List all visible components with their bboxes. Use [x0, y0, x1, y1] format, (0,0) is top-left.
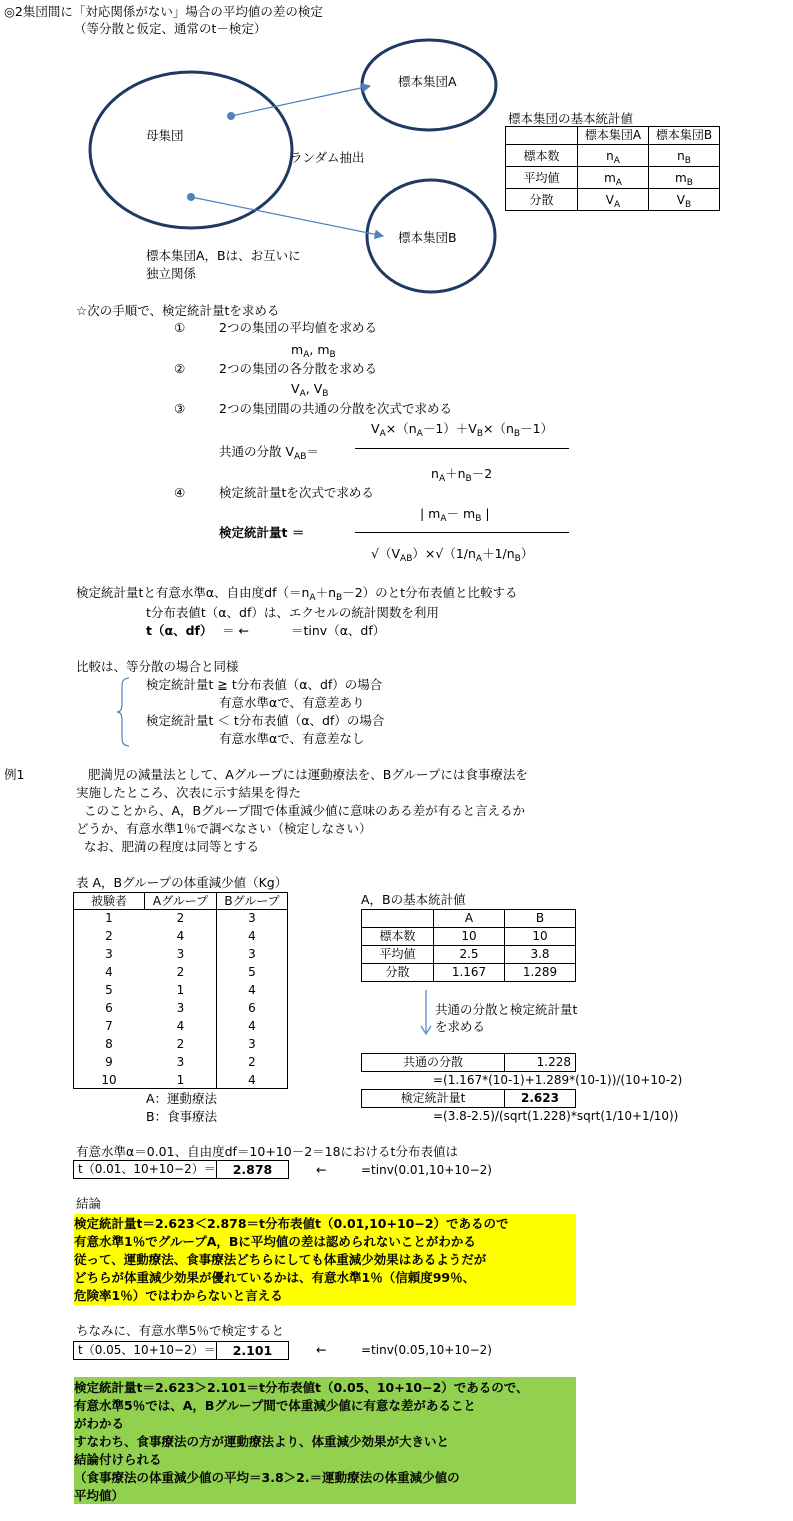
test1-arrow: ← — [316, 1162, 327, 1177]
basic-stats-header-a: 標本集団A — [577, 126, 649, 145]
compare-brace-icon — [116, 676, 132, 748]
ab-stats-header: B — [504, 909, 576, 928]
independent-label-1: 標本集団A，Bは、お互いに — [146, 248, 301, 263]
conclusion-box — [74, 1214, 576, 1305]
conclusion2-box — [74, 1377, 576, 1504]
conclusion2-line: （食事療法の体重減少値の平均＝3.8＞2.＝運動療法の体重減少値の — [74, 1470, 460, 1485]
test1-value: 2.878 — [216, 1160, 289, 1179]
data-table-cell: 1 — [176, 983, 185, 997]
conclusion-line: 危険率1％）ではわからないと言える — [74, 1288, 283, 1303]
example-para-1: 肥満児の減量法として、Aグループには運動療法を、Bグループには食事療法を — [88, 767, 528, 782]
page-title: ◎2集団間に「対応関係がない」場合の平均値の差の検定 — [4, 4, 323, 19]
basic-stats-cell: $m_A$ — [577, 166, 649, 189]
data-table-cell: 7 — [105, 1019, 113, 1033]
compare-line-1: 検定統計量tと有意水準α、自由度$df(=n_A+n_B-2)$のとt分布表値と比較する — [76, 585, 518, 603]
example-para-4: どうか、有意水準1％で調べなさい（検定しなさい） — [76, 821, 372, 836]
conclusion-heading: 結論 — [76, 1196, 102, 1211]
ab-stats-row-label: 平均値 — [361, 945, 434, 964]
data-table-cell: 2 — [248, 1055, 256, 1069]
sample-b-label: 標本集団B — [398, 230, 457, 245]
independent-label-2: 独立関係 — [146, 266, 197, 281]
ab-stats-cell: 1.289 — [504, 963, 576, 982]
conclusion2-line: 平均値） — [74, 1488, 125, 1503]
data-table-cell: 5 — [248, 965, 256, 979]
data-table-cell: 4 — [105, 965, 113, 979]
data-table-cell: 1 — [105, 911, 113, 925]
legend-a: A：運動療法 — [146, 1091, 218, 1106]
step4-text: 検定統計量tを次式で求める — [219, 485, 374, 500]
data-table-title: 表 A，Bグループの体重減少値（Kg） — [76, 875, 288, 890]
step1-value: $m_A$, $m_B$ — [291, 342, 336, 360]
ab-stats-corner — [361, 909, 434, 928]
pooled-variance-label: 共通の分散 — [361, 1053, 505, 1072]
ab-stats-row-label: 標本数 — [361, 927, 434, 946]
arrow-note-1: 共通の分散と検定統計量t — [435, 1002, 578, 1017]
compare-result-1: 有意水準αで、有意差あり — [219, 695, 365, 710]
example-para-3: このことから、A，Bグループ間で体重減少値に意味のある差が有ると言えるか — [84, 803, 526, 818]
conclusion-line: 検定統計量t＝2.623＜2.878＝t分布表値t（0.01,10+10−2）であるので — [74, 1216, 509, 1231]
data-table-cell: 3 — [105, 947, 113, 961]
ab-stats-cell: 1.167 — [433, 963, 505, 982]
ab-stats-cell: 2.5 — [433, 945, 505, 964]
data-table-cell: 4 — [176, 1019, 185, 1033]
page-subtitle: （等分散と仮定、通常のt－検定） — [74, 21, 267, 36]
basic-stats-header-b: 標本集団B — [648, 126, 720, 145]
data-table-cell: 2 — [176, 965, 185, 979]
ab-stats-title: A，Bの基本統計値 — [361, 892, 466, 907]
basic-stats-cell: $n_B$ — [648, 144, 720, 167]
basic-stats-cell: $V_B$ — [648, 188, 720, 211]
data-table-cell: 2 — [105, 929, 113, 943]
step4-num: ④ — [174, 485, 186, 500]
data-table-cell: 4 — [176, 929, 185, 943]
ab-stats-header: A — [433, 909, 505, 928]
ab-stats-cell: 3.8 — [504, 945, 576, 964]
step2-value: $V_A$, $V_B$ — [291, 381, 329, 399]
test1-label: t（0.01、10+10−2）＝ — [73, 1160, 217, 1179]
compare-case-1: 検定統計量t ≧ t分布表値（α、df）の場合 — [146, 677, 383, 692]
test2-formula: =tinv(0.05,10+10−2) — [361, 1343, 492, 1357]
conclusion2-line: 結論付けられる — [74, 1452, 162, 1467]
example-label: 例1 — [4, 767, 25, 782]
population-ellipse — [90, 72, 292, 228]
data-table-cell: 3 — [176, 947, 185, 961]
test2-value: 2.101 — [216, 1341, 289, 1360]
down-arrow-icon — [419, 988, 433, 1038]
test2-label: t（0.05、10+10−2）＝ — [73, 1341, 217, 1360]
pooled-variance-value: 1.228 — [504, 1053, 576, 1072]
basic-stats-corner — [505, 126, 578, 145]
test2-intro: ちなみに、有意水準5％で検定すると — [76, 1323, 284, 1338]
data-table-header: 被験者 — [73, 892, 145, 910]
sample-a-label: 標本集団A — [398, 74, 457, 89]
conclusion-line: 従って、運動療法、食事療法どちらにしても体重減少効果はあるようだが — [74, 1252, 487, 1267]
arrow-to-a — [231, 86, 370, 116]
pooled-variance-label: 共通の分散 $V_{AB}=$ — [219, 444, 319, 462]
compare-tinv: ＝tinv（α、df） — [291, 623, 386, 638]
random-sampling-label: ランダム抽出 — [290, 150, 365, 165]
compare-result-2: 有意水準αで、有意差なし — [219, 731, 365, 746]
data-table-cell: 4 — [248, 1073, 256, 1087]
basic-stats-cell: $n_A$ — [577, 144, 649, 167]
test1-formula: =tinv(0.01,10+10−2) — [361, 1163, 492, 1177]
step1-text: 2つの集団の平均値を求める — [219, 320, 377, 335]
data-table-cell: 6 — [105, 1001, 113, 1015]
t-statistic-label: 検定統計量t — [361, 1089, 505, 1108]
pooled-variance-formula: =(1.167*(10-1)+1.289*(10-1))/(10+10-2) — [433, 1073, 683, 1087]
example-para-5: なお、肥満の程度は同等とする — [84, 839, 260, 854]
compare-arrow: ＝ ← — [222, 623, 249, 638]
data-table-cell: 5 — [105, 983, 113, 997]
data-table-cell: 3 — [248, 1037, 256, 1051]
data-table-cell: 8 — [105, 1037, 113, 1051]
conclusion2-line: 検定統計量t＝2.623＞2.101＝t分布表値t（0.05、10+10−2）であるので、 — [74, 1380, 529, 1395]
t-statistic-value: 2.623 — [504, 1089, 576, 1108]
data-table-cell: 1 — [176, 1073, 185, 1087]
conclusion2-line: すなわち、食事療法の方が運動療法より、体重減少効果が大きいと — [74, 1434, 450, 1449]
example-para-2: 実施したところ、次表に示す結果を得た — [76, 785, 302, 800]
arrow-to-b — [191, 197, 383, 236]
basic-stats-row-label: 平均値 — [505, 166, 578, 189]
basic-stats-row-label: 標本数 — [505, 144, 578, 167]
compare-heading: 比較は、等分散の場合と同様 — [76, 659, 239, 674]
step3-text: 2つの集団間の共通の分散を次式で求める — [219, 401, 452, 416]
step3-num: ③ — [174, 401, 186, 416]
data-table-cell: 4 — [248, 929, 256, 943]
tstat-fraction-bar — [355, 532, 569, 533]
tstat-label: 検定統計量t ＝ — [219, 525, 305, 540]
ab-stats-row-label: 分散 — [361, 963, 434, 982]
pooled-fraction-bar — [355, 448, 569, 449]
ab-stats-cell: 10 — [433, 927, 505, 946]
step2-num: ② — [174, 361, 186, 376]
conclusion-line: 有意水準1％でグループA，Bに平均値の差は認められないことがわかる — [74, 1234, 476, 1249]
test2-arrow: ← — [316, 1342, 327, 1357]
step2-text: 2つの集団の各分散を求める — [219, 361, 377, 376]
compare-case-2: 検定統計量t ＜ t分布表値（α、df）の場合 — [146, 713, 385, 728]
data-table-cell: 10 — [101, 1073, 117, 1087]
compare-line-2: t分布表値t（α、df）は、エクセルの統計関数を利用 — [146, 605, 439, 620]
procedure-heading: ☆次の手順で、検定統計量tを求める — [76, 303, 280, 318]
data-table-cell: 3 — [248, 947, 256, 961]
ab-stats-cell: 10 — [504, 927, 576, 946]
data-table-header: Aグループ — [144, 892, 217, 910]
data-table-cell: 3 — [248, 911, 256, 925]
data-table-header: Bグループ — [216, 892, 288, 910]
data-table-cell: 3 — [176, 1001, 185, 1015]
basic-stats-row-label: 分散 — [505, 188, 578, 211]
arrow-note-2: を求める — [435, 1019, 486, 1034]
pooled-numerator: $V_A\times(n_A-1)+V_B\times(n_B-1)$ — [371, 421, 554, 439]
compare-t-alpha: t（α、df） — [146, 623, 213, 638]
data-table-cell: 9 — [105, 1055, 113, 1069]
test1-intro: 有意水準α＝0.01、自由度df＝10+10－2＝18におけるt分布表値は — [76, 1144, 458, 1159]
basic-stats-cell: $V_A$ — [577, 188, 649, 211]
conclusion-line: どちらが体重減少効果が優れているかは、有意水準1％（信頼度99％、 — [74, 1270, 476, 1285]
pooled-denominator: $n_A+n_B-2$ — [431, 466, 493, 484]
t-statistic-formula: =(3.8-2.5)/(sqrt(1.228)*sqrt(1/10+1/10)) — [433, 1109, 679, 1123]
population-label: 母集団 — [146, 128, 184, 143]
basic-stats-title: 標本集団の基本統計値 — [508, 111, 634, 126]
step1-num: ① — [174, 320, 186, 335]
data-table-cell: 2 — [176, 1037, 185, 1051]
legend-b: B：食事療法 — [146, 1109, 218, 1124]
data-table-cell: 3 — [176, 1055, 185, 1069]
conclusion2-line: 有意水準5％では、A，Bグループ間で体重減少値に有意な差があること — [74, 1398, 476, 1413]
data-table-cell: 2 — [176, 911, 185, 925]
data-table-cell: 4 — [248, 1019, 256, 1033]
conclusion2-line: がわかる — [74, 1416, 125, 1431]
tstat-numerator: | $m_A- m_B$ | — [420, 506, 490, 524]
tstat-denominator: $√(V_{AB})\times√(1/n_A+1/n_B)$ — [371, 546, 534, 564]
data-table-cell: 6 — [248, 1001, 256, 1015]
basic-stats-cell: $m_B$ — [648, 166, 720, 189]
data-table-cell: 4 — [248, 983, 256, 997]
